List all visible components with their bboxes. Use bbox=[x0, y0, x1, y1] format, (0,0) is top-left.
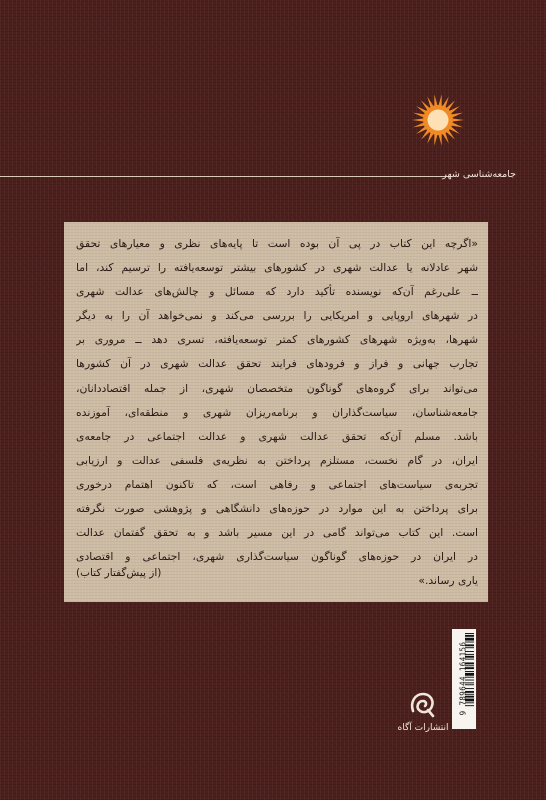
sun-ray bbox=[452, 118, 464, 121]
sun-ray bbox=[438, 134, 441, 146]
quote-text bbox=[76, 232, 478, 593]
quote-line: شهرها، به‌ویژه شهرهای کشورهای کمتر توسعه‌یافته، تسری دهد ــ مروری بر bbox=[76, 333, 478, 347]
quote-line: می‌تواند برای گروه‌های گوناگون متخصصان شهری، از جمله اقتصاددانان، bbox=[76, 381, 478, 395]
sun-emblem-icon bbox=[410, 92, 466, 148]
sun-ray bbox=[412, 118, 424, 121]
sun-ray bbox=[434, 94, 437, 106]
quote-line: در شهرهای اروپایی و امریکایی را بررسی می‌کند و نمی‌خواهد آن را به دیگر bbox=[76, 309, 478, 323]
series-label: جامعه‌شناسی شهر bbox=[442, 169, 516, 180]
quote-line: تجربه‌ی سیاست‌های اجتماعی و رفاهی است، که تاکنون اهتمام درخوری bbox=[76, 477, 478, 491]
isbn-digits: 9 789644 164156 bbox=[458, 641, 468, 716]
divider-rule bbox=[0, 176, 446, 177]
quote-panel bbox=[64, 222, 488, 602]
quote-line: یاری رساند.» bbox=[418, 574, 478, 588]
sun-ray bbox=[434, 134, 437, 146]
quote-line: ــ علی‌رغم آن‌که نویسنده تأکید دارد که مسائل و چالش‌های عدالت شهری bbox=[76, 285, 478, 299]
quote-line: شهر عادلانه یا عدالت شهری در کشورهای بیشتر توسعه‌یافته را ترسیم کند، اما bbox=[76, 261, 478, 275]
quote-line: «اگرچه این کتاب در پی آن بوده است تا پایه‌های نظری و معیارهای تحقق bbox=[76, 237, 478, 250]
sun-ray bbox=[438, 94, 441, 106]
publisher-logo-icon bbox=[406, 688, 438, 720]
quote-line: برای پرداختن به این موارد در حوزه‌های دانشگاهی و پژوهشی صورت نگرفته bbox=[76, 502, 478, 516]
quote-line: در ایران در حوزه‌های گوناگون سیاست‌گذاری شهری، اجتماعی و اقتصادی bbox=[76, 550, 478, 564]
quote-line: باشد. مسلم آن‌که تحقق عدالت شهری و عدالت اجتماعی در جامعه‌ی bbox=[76, 429, 478, 443]
quote-line: تجارب جهانی و فراز و فرودهای فرایند تحقق عدالت شهری در آن کشورها bbox=[76, 357, 478, 371]
publisher-name: انتشارات آگاه bbox=[397, 723, 449, 733]
quote-line: است. این کتاب می‌تواند گامی در این مسیر باشد و به تحقق گفتمان عدالت bbox=[76, 526, 478, 540]
isbn-barcode bbox=[452, 629, 476, 729]
quote-line: جامعه‌شناسان، سیاست‌گذاران و برنامه‌ریزان شهری و منطقه‌ای، آموزنده bbox=[76, 405, 478, 419]
quote-line: ایران، در گام نخست، مستلزم پرداختن به نظریه‌ی فلسفی عدالت و ارزیابی bbox=[76, 453, 478, 467]
quote-source: (از پیش‌گفتار کتاب) bbox=[76, 567, 162, 579]
